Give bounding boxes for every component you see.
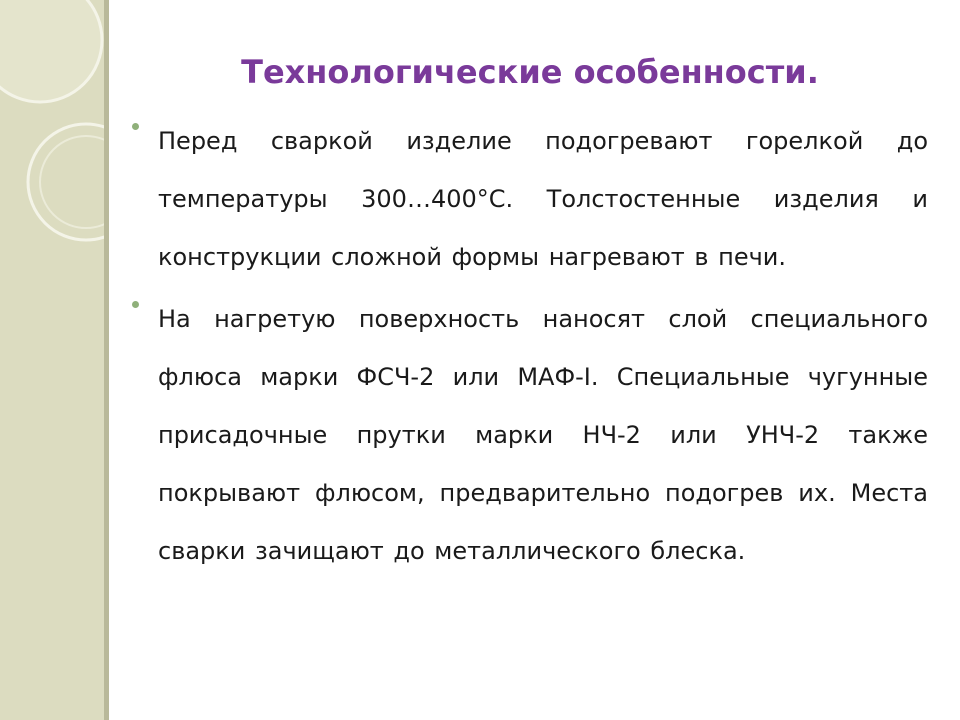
slide-title: Технологические особенности. bbox=[241, 53, 819, 91]
bullet-text: На нагретую поверхность наносят слой специального флюса марки ФСЧ-2 или МАФ-I. Специальные чугунные присадочные прутки марки НЧ-2 или УНЧ-2 также покрывают флюсом, предварительно подогрев их. Места сварки зачищают до металлического блеска. bbox=[158, 305, 928, 565]
bullet-dot-icon bbox=[132, 301, 139, 308]
bullet-dot-icon bbox=[132, 123, 139, 130]
side-divider bbox=[104, 0, 109, 720]
bullet-text: Перед сваркой изделие подогревают горелкой до температуры 300…400°С. Толстостенные изделия и конструкции сложной формы нагревают в печи. bbox=[158, 127, 928, 271]
bullet-item bbox=[128, 112, 928, 286]
decorative-side-panel bbox=[0, 0, 104, 720]
bullet-list bbox=[128, 112, 928, 584]
decorative-circles bbox=[0, 0, 104, 720]
bullet-item bbox=[128, 290, 928, 580]
